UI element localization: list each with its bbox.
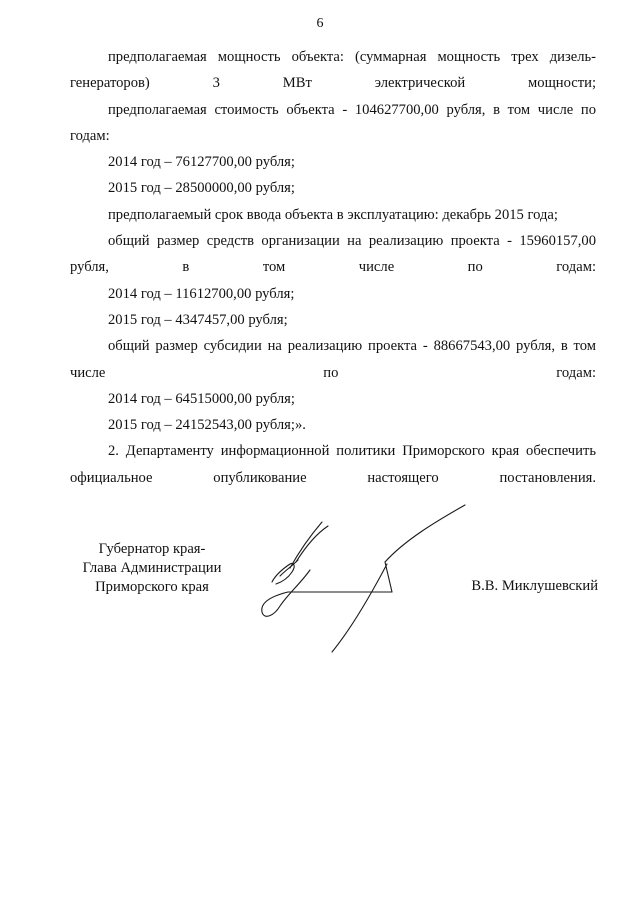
signer-title-line: Губернатор края- xyxy=(98,541,206,557)
paragraph-subsidy: общий размер субсидии на реализацию проекта - 88667543,00 рубля, в том числе по годам: xyxy=(70,338,596,381)
paragraph-commissioning-date: предполагаемый срок ввода объекта в эксплуатацию: декабрь 2015 года; xyxy=(108,206,558,223)
paragraph-funds-2015: 2015 год – 4347457,00 рубля; xyxy=(108,311,288,328)
handwritten-signature xyxy=(250,500,480,660)
signer-title xyxy=(72,540,232,597)
paragraph-capacity: предполагаемая мощность объекта: (суммарная мощность трех дизель-генераторов) 3 МВт электрической мощности; xyxy=(70,49,596,92)
body-text xyxy=(70,44,596,491)
paragraph-organization-funds: общий размер средств организации на реализацию проекта - 15960157,00 рубля, в том числе по годам: xyxy=(70,233,596,276)
paragraph-cost-2015: 2015 год – 28500000,00 рубля; xyxy=(108,180,295,197)
signer-title-line: Приморского края xyxy=(95,579,209,595)
paragraph-subsidy-2015: 2015 год – 24152543,00 рубля;». xyxy=(108,417,306,434)
signer-title-line: Глава Администрации xyxy=(82,560,222,576)
page-number: 6 xyxy=(316,16,324,31)
paragraph-funds-2014: 2014 год – 11612700,00 рубля; xyxy=(108,285,295,302)
paragraph-cost: предполагаемая стоимость объекта - 104627700,00 рубля, в том числе по годам: xyxy=(70,101,596,144)
signer-name: В.В. Миклушевский xyxy=(471,578,598,594)
paragraph-cost-2014: 2014 год – 76127700,00 рубля; xyxy=(108,154,295,171)
paragraph-subsidy-2014: 2014 год – 64515000,00 рубля; xyxy=(108,390,295,407)
paragraph-publication: 2. Департаменту информационной политики Приморского края обеспечить официальное опубликование настоящего постановления. xyxy=(70,443,596,486)
